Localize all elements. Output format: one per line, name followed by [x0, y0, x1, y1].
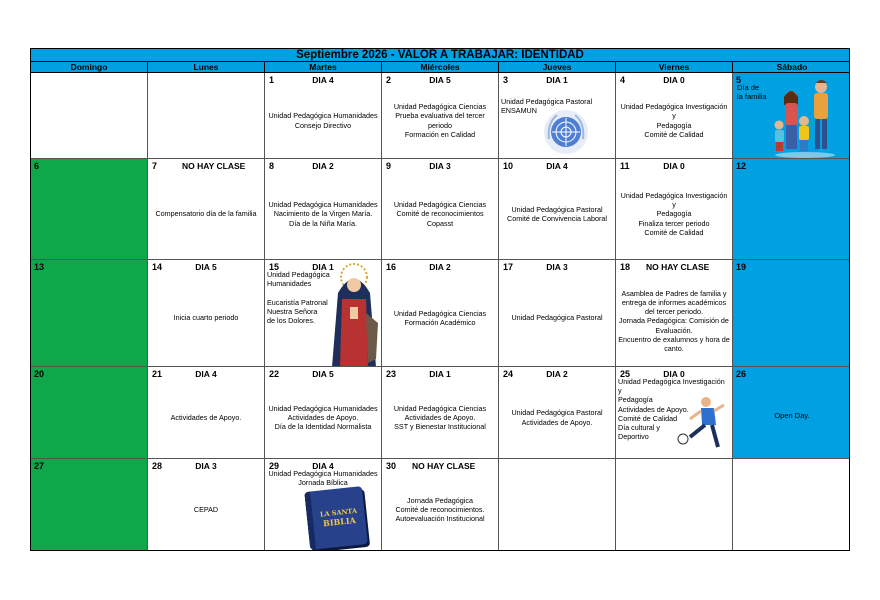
weekday-wednesday: Miércoles — [382, 62, 499, 72]
calendar-day-cell — [382, 73, 499, 159]
bible-cover-line: BIBLIA — [322, 514, 357, 529]
day-cycle-label: DIA 0 — [663, 369, 685, 379]
day-cycle-label: DIA 0 — [663, 75, 685, 85]
event-line: Evaluación. — [655, 325, 693, 335]
day-number: 3 — [503, 75, 509, 85]
event-line: Pedagogía — [618, 395, 653, 405]
event-line: Jornada Bíblica — [298, 478, 348, 488]
day-number: 6 — [34, 161, 40, 171]
day-number: 15 — [269, 262, 280, 272]
virgin-dolores-image-icon — [322, 263, 380, 367]
bible-cover-line: LA SANTA — [319, 506, 358, 519]
note-line: la familia — [737, 92, 767, 101]
day-number: 11 — [620, 161, 630, 171]
event-line: Actividades de Apoyo. — [287, 412, 359, 422]
day-number: 2 — [386, 75, 392, 85]
day-number: 24 — [503, 369, 514, 379]
event-line: Unidad Pedagógica Pastoral — [501, 97, 593, 106]
day-number: 21 — [152, 369, 163, 379]
event-line: ENSAMUN — [501, 106, 537, 116]
event-line: Formación Académico — [404, 318, 476, 327]
weekday-saturday: Sábado — [776, 62, 808, 72]
day-number: 7 — [152, 161, 158, 171]
weekday-sunday: Domingo — [31, 62, 148, 72]
day-cycle-label: DIA 5 — [312, 369, 334, 379]
day-number: 19 — [736, 262, 747, 272]
day-cycle-label: DIA 3 — [546, 262, 568, 272]
day-number: 5 — [736, 75, 742, 85]
event-line: Unidad Pedagógica Pastoral — [511, 408, 603, 418]
day-cycle-label: DIA 4 — [312, 461, 334, 471]
calendar-day-cell — [382, 159, 499, 260]
event-line: Comité de Calidad — [618, 413, 678, 423]
calendar-day-cell — [148, 73, 265, 159]
event-line: Unidad Pedagógica Humanidades — [268, 200, 378, 210]
event-line: Día de la Identidad Normalista — [274, 422, 372, 432]
event-line: Eucaristía Patronal — [267, 297, 328, 307]
day-number: 29 — [269, 461, 280, 471]
calendar-day-cell — [499, 367, 616, 459]
event-line: Autoevaluación Institucional — [395, 514, 485, 524]
day-cycle-label: NO HAY CLASE — [646, 262, 710, 272]
day-event-list — [384, 85, 496, 156]
weekday-friday: Viernes — [616, 62, 733, 72]
calendar-day-cell — [265, 73, 382, 159]
event-line: Comité de reconocimientos. — [395, 504, 485, 514]
event-line: entrega de informes académicos — [621, 297, 727, 307]
day-number: 16 — [386, 262, 397, 272]
event-line: Día cultural y — [618, 423, 660, 433]
calendar-day-cell — [616, 367, 733, 459]
calendar-day-cell — [31, 367, 148, 459]
calendar-day-cell — [265, 260, 382, 367]
day-event-list — [150, 379, 262, 456]
event-line: Día de la Niña María. — [289, 218, 357, 228]
day-event-list — [150, 272, 262, 364]
calendar-day-cell — [733, 367, 850, 459]
saturday-note — [737, 83, 767, 101]
day-number: 10 — [503, 161, 514, 171]
event-line: Finaliza tercer periodo — [638, 218, 710, 228]
event-line: Consejo Directivo — [294, 120, 352, 130]
day-event-list — [384, 379, 496, 456]
open-day-label: Open Day. — [774, 411, 810, 420]
day-cycle-label: DIA 3 — [195, 461, 217, 471]
event-line: Unidad Pedagógica Investigación y — [620, 190, 728, 210]
day-cycle-label: DIA 4 — [312, 75, 334, 85]
day-number: 8 — [269, 161, 275, 171]
calendar-day-cell — [31, 73, 148, 159]
day-cycle-label: DIA 4 — [195, 369, 217, 379]
event-line: Pedagogía — [656, 209, 692, 219]
event-line: Encuentro de exalumnos y hora de — [618, 334, 730, 344]
un-emblem-icon — [543, 109, 589, 155]
event-line: Jornada Pedagógica — [407, 495, 473, 505]
event-line: periodo — [428, 120, 452, 130]
calendar-day-cell — [733, 260, 850, 367]
day-event-list — [384, 471, 496, 548]
calendar-day-cell — [382, 367, 499, 459]
event-line: Compensatorio día de la familia — [155, 209, 257, 219]
event-line: Humanidades — [267, 279, 312, 289]
day-event-list — [501, 272, 613, 364]
calendar-day-cell — [733, 459, 850, 551]
day-number: 23 — [386, 369, 397, 379]
day-number: 30 — [386, 461, 397, 471]
event-line: Nacimiento de la Virgen María. — [273, 209, 373, 219]
day-cycle-label: DIA 1 — [546, 75, 568, 85]
day-cycle-label: DIA 2 — [429, 262, 451, 272]
calendar-day-cell — [265, 459, 382, 551]
day-event-list — [384, 171, 496, 257]
day-number: 17 — [503, 262, 514, 272]
day-cycle-label: DIA 2 — [312, 161, 334, 171]
calendar-day-cell — [499, 459, 616, 551]
day-number: 26 — [736, 369, 747, 379]
event-line: Unidad Pedagógica Humanidades — [268, 403, 378, 413]
event-line: Unidad Pedagógica Humanidades — [268, 469, 378, 478]
day-event-list — [618, 278, 730, 364]
calendar-day-cell — [733, 73, 850, 159]
day-cycle-label: DIA 2 — [546, 369, 568, 379]
day-event-list — [150, 471, 262, 548]
event-line: Deportivo — [618, 432, 649, 442]
event-line: Unidad Pedagógica Ciencias — [393, 200, 487, 210]
event-line: de los Dolores. — [267, 316, 315, 326]
calendar-day-cell — [616, 260, 733, 367]
calendar-title: Septiembre 2026 - VALOR A TRABAJAR: IDENTIDAD — [31, 49, 849, 62]
day-event-list — [267, 171, 379, 257]
event-line: Unidad Pedagógica Pastoral — [511, 313, 603, 323]
day-number: 4 — [620, 75, 626, 85]
event-line: Jornada Pedagógica: Comisión de — [619, 316, 729, 326]
calendar-day-cell — [148, 159, 265, 260]
day-number: 14 — [152, 262, 163, 272]
calendar-day-cell — [499, 73, 616, 159]
note-line: Día de — [737, 83, 760, 92]
event-line: Comité de Calidad — [644, 227, 704, 237]
day-number: 9 — [386, 161, 392, 171]
calendar-day-cell — [31, 459, 148, 551]
calendar-grid — [31, 73, 849, 551]
event-line: Actividades de Apoyo. — [521, 417, 593, 427]
day-cycle-label: DIA 4 — [546, 161, 568, 171]
event-line: Unidad Pedagógica Ciencias — [393, 403, 487, 413]
event-line: Actividades de Apoyo. — [618, 404, 689, 414]
event-line: SST y Bienestar Institucional — [394, 422, 486, 432]
day-cycle-label: NO HAY CLASE — [182, 161, 246, 171]
day-cycle-label: DIA 1 — [429, 369, 451, 379]
event-line: Comité de Calidad — [644, 129, 704, 139]
day-event-list — [618, 171, 730, 257]
event-line: Unidad Pedagógica — [267, 270, 330, 279]
event-line: Copasst — [426, 218, 454, 228]
event-line: Actividades de Apoyo. — [404, 412, 476, 422]
soccer-player-icon — [674, 395, 728, 455]
day-cycle-label: DIA 3 — [429, 161, 451, 171]
day-number: 13 — [34, 262, 45, 272]
bible-image-icon — [304, 486, 368, 550]
calendar-day-cell — [616, 159, 733, 260]
calendar — [30, 48, 850, 551]
event-line: Formación en Calidad — [404, 129, 476, 139]
event-line: CEPAD — [193, 504, 219, 514]
day-event-list — [501, 171, 613, 257]
weekday-tuesday: Martes — [265, 62, 382, 72]
day-event-list — [150, 171, 262, 257]
day-number: 18 — [620, 262, 631, 272]
day-cycle-label: NO HAY CLASE — [412, 461, 476, 471]
calendar-day-cell — [733, 159, 850, 260]
event-line: Unidad Pedagógica Investigación y — [618, 377, 725, 396]
family-illustration-icon — [773, 75, 839, 159]
day-cycle-label: DIA 0 — [663, 161, 685, 171]
day-event-list — [267, 379, 379, 456]
weekday-monday: Lunes — [148, 62, 265, 72]
weekday-thursday: Jueves — [499, 62, 616, 72]
event-line: Prueba evaluativa del tercer — [395, 111, 485, 121]
day-number: 20 — [34, 369, 45, 379]
event-line: canto. — [664, 344, 684, 353]
event-line: Nuestra Señora — [267, 306, 318, 316]
event-line: Comité de reconocimientos — [396, 209, 484, 219]
event-line: Asamblea de Padres de familia y — [621, 288, 727, 298]
event-line: Unidad Pedagógica Pastoral — [511, 204, 603, 214]
weekday-header-row — [31, 62, 849, 73]
event-line: Unidad Pedagógica Investigación y — [620, 102, 728, 121]
event-line: del tercer periodo. — [645, 307, 703, 317]
day-number: 22 — [269, 369, 280, 379]
calendar-day-cell — [616, 459, 733, 551]
event-line: Unidad Pedagógica Ciencias — [393, 102, 487, 112]
calendar-day-cell — [148, 459, 265, 551]
calendar-day-cell — [265, 159, 382, 260]
calendar-day-cell — [616, 73, 733, 159]
event-line: Actividades de Apoyo. — [170, 412, 242, 422]
calendar-day-cell — [265, 367, 382, 459]
event-line: Pedagogía — [656, 120, 692, 130]
event-line: Inicia cuarto periodo — [173, 313, 239, 323]
day-event-list — [384, 272, 496, 364]
event-line: Unidad Pedagógica Humanidades — [268, 111, 378, 121]
event-line: Unidad Pedagógica Ciencias — [393, 308, 487, 318]
day-number: 25 — [620, 369, 631, 379]
day-cycle-label: DIA 1 — [312, 262, 334, 272]
day-cycle-label: DIA 5 — [195, 262, 217, 272]
calendar-day-cell — [31, 159, 148, 260]
calendar-day-cell — [148, 260, 265, 367]
calendar-day-cell — [148, 367, 265, 459]
day-event-list — [267, 85, 379, 156]
day-number: 12 — [736, 161, 747, 171]
day-number: 28 — [152, 461, 163, 471]
calendar-day-cell — [499, 159, 616, 260]
day-cycle-label: DIA 5 — [429, 75, 451, 85]
day-number: 1 — [269, 75, 275, 85]
event-line — [267, 288, 330, 297]
calendar-day-cell — [382, 459, 499, 551]
calendar-day-cell — [499, 260, 616, 367]
day-event-list — [618, 85, 730, 156]
event-line: Comité de Convivencia Laboral — [507, 214, 607, 223]
day-event-list — [501, 379, 613, 456]
calendar-day-cell — [31, 260, 148, 367]
calendar-day-cell — [382, 260, 499, 367]
day-number: 27 — [34, 461, 45, 471]
